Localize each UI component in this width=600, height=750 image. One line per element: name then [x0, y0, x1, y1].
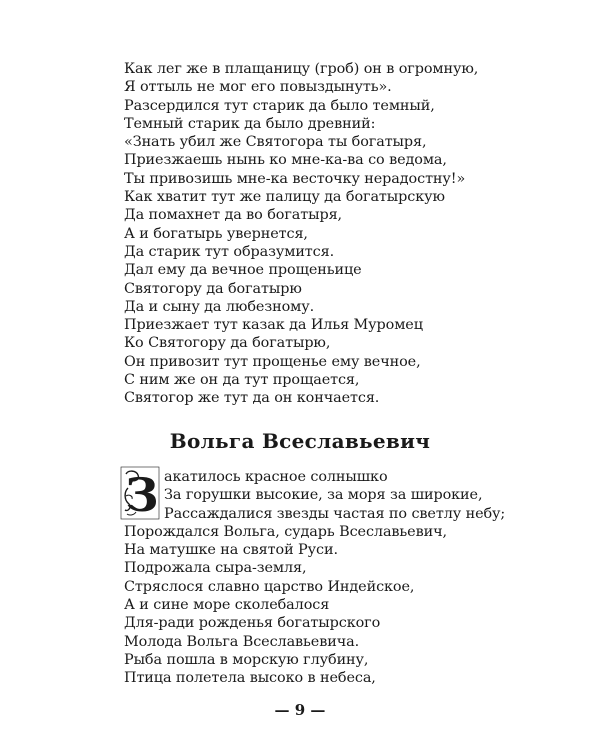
dropcap-letter: З — [125, 468, 159, 520]
chapter-title: Вольга Всеславьевич — [169, 429, 431, 453]
verse-line: Разсердился тут старик да было темный, — [124, 97, 435, 114]
verse-line: Стряслося славно царство Индейское, — [124, 578, 415, 595]
verse-line: С ним же он да тут прощается, — [124, 372, 360, 389]
verse-line: Приезжаешь нынь ко мне-ка-ва со ведома, — [124, 152, 447, 169]
verse-line: Приезжает тут казак да Илья Муромец — [124, 317, 423, 334]
verse-line: Темный старик да было древний: — [124, 115, 376, 132]
verse-line: акатилось красное солнышко — [164, 469, 388, 485]
verse-line: Дал ему да вечное прощеньице — [124, 262, 362, 279]
verse-line: Да старик тут образумится. — [124, 243, 335, 260]
verse-line: Рассаждалися звезды частая по светлу небу; — [164, 505, 506, 522]
verse-line: А и сине море сколебалося — [124, 597, 330, 614]
verse-line: Как лег же в плащаницу (гроб) он в огромную, — [124, 61, 479, 77]
verse-line: Молода Вольга Всеславьевича. — [124, 633, 360, 650]
verse-stanza-2 — [124, 468, 544, 688]
verse-line: «Знать убил же Святогора ты богатыря, — [124, 134, 427, 151]
verse-line: Как хватит тут же палицу да богатырскую — [124, 189, 445, 206]
verse-line: Для-ради рожденья богатырского — [124, 615, 381, 632]
verse-line: Рыба пошла в морскую глубину, — [124, 651, 369, 668]
verse-line: Ты привозишь мне-ка весточку нерадостну!» — [124, 170, 466, 187]
verse-line: Святогору да богатырю — [124, 280, 302, 297]
verse-line: Подрожала сыра-земля, — [124, 560, 307, 577]
verse-line: А и богатырь увернется, — [124, 225, 308, 242]
verse-line: На матушке на святой Руси. — [124, 542, 338, 559]
verse-line: Птица полетела высоко в небеса, — [124, 670, 376, 687]
page-number: — 9 — — [274, 701, 326, 719]
verse-line: Да помахнет да во богатыря, — [124, 207, 343, 224]
verse-line: Ко Святогору да богатырю, — [124, 335, 331, 352]
verse-line: За горушки высокие, за моря за широкие, — [164, 487, 483, 504]
verse-line: Он привозит тут прощенье ему вечное, — [124, 353, 421, 370]
verse-line: Я оттыль не мог его повыздынуть». — [124, 79, 392, 96]
verse-line: Да и сыну да любезному. — [124, 298, 315, 315]
verse-line: Святогор же тут да он кончается. — [124, 390, 380, 407]
verse-stanza-1 — [124, 60, 544, 408]
verse-line: Порождался Вольга, сударь Всеславьевич, — [124, 523, 447, 540]
